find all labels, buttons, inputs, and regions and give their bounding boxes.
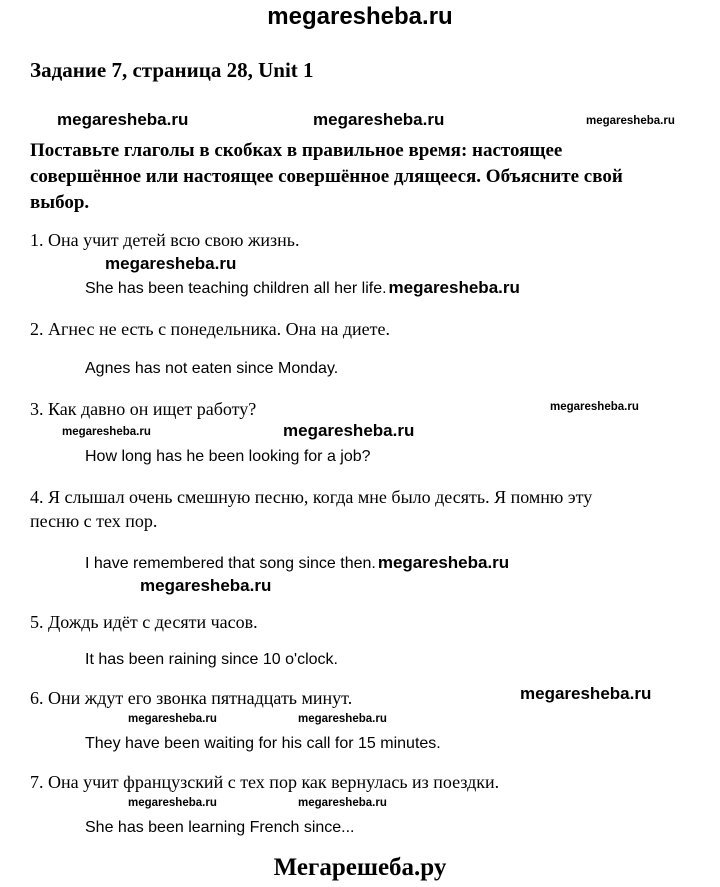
site-watermark: megaresheba.ru — [520, 684, 652, 703]
sentence-ru: 1. Она учит детей всю свою жизнь. — [30, 230, 300, 250]
site-watermark: megaresheba.ru — [313, 110, 445, 129]
sentence-ru: песню с тех пор. — [30, 511, 158, 531]
watermark-row — [30, 710, 690, 732]
answer-en: Agnes has not eaten since Monday. — [85, 360, 339, 377]
site-watermark: megaresheba.ru — [586, 115, 675, 127]
watermark-row — [30, 794, 690, 816]
site-watermark: megaresheba.ru — [140, 576, 272, 595]
site-name-footer: Мегарешеба.ру — [273, 854, 447, 881]
answer-en-text: She has been teaching children all her life. — [85, 280, 387, 297]
watermark-row — [30, 421, 690, 445]
answer-en: They have been waiting for his call for 15 minutes. — [85, 735, 441, 752]
task-instruction-line: совершённое или настоящее совершённое длящееся. Объясните свой — [30, 166, 623, 187]
exercise-item-3 — [30, 397, 690, 469]
task-instruction — [30, 138, 690, 216]
exercise-item-4 — [30, 485, 690, 600]
page-title: Задание 7, страница 28, Unit 1 — [30, 58, 314, 82]
answer-en — [85, 276, 690, 301]
site-watermark-header: megaresheba.ru — [267, 3, 453, 30]
site-watermark: megaresheba.ru — [298, 797, 387, 809]
task-instruction-line: выбор. — [30, 192, 90, 213]
exercise-item-7 — [30, 770, 690, 840]
sentence-ru — [30, 686, 690, 710]
exercise-item-5 — [30, 610, 690, 672]
exercise-item-2 — [30, 317, 690, 381]
answer-en: She has been learning French since... — [85, 819, 355, 836]
watermark-row — [30, 110, 690, 134]
site-watermark: megaresheba.ru — [377, 553, 510, 572]
sentence-ru: 2. Агнес не есть с понедельника. Она на диете. — [30, 319, 391, 339]
site-watermark: megaresheba.ru — [298, 713, 387, 725]
watermark-row — [30, 576, 690, 600]
exercise-item-1 — [30, 228, 690, 301]
task-instruction-line: Поставьте глаголы в скобках в правильное время: настоящее — [30, 140, 563, 161]
sentence-ru: 5. Дождь идёт с десяти часов. — [30, 612, 258, 632]
site-watermark: megaresheba.ru — [388, 278, 520, 297]
answer-en-text: I have remembered that song since then. — [85, 555, 376, 572]
site-watermark: megaresheba.ru — [57, 110, 189, 129]
answer-en: How long has he been looking for a job? — [85, 448, 371, 465]
site-watermark: megaresheba.ru — [128, 713, 217, 725]
sentence-ru-text: 6. Они ждут его звонка пятнадцать минут. — [30, 688, 353, 708]
sentence-ru: 7. Она учит французский с тех пор как вернулась из поездки. — [30, 772, 500, 792]
watermark-row — [105, 252, 690, 276]
site-watermark: megaresheba.ru — [105, 254, 237, 273]
answer-en — [85, 551, 690, 576]
site-watermark: megaresheba.ru — [283, 421, 415, 440]
exercise-item-6 — [30, 686, 690, 756]
sentence-ru: 4. Я слышал очень смешную песню, когда мне было десять. Я помню эту — [30, 487, 593, 507]
site-watermark: megaresheba.ru — [62, 426, 151, 438]
sentence-ru-text: 3. Как давно он ищет работу? — [30, 399, 257, 419]
site-watermark: megaresheba.ru — [128, 797, 217, 809]
sentence-ru — [30, 397, 690, 421]
site-watermark: megaresheba.ru — [550, 401, 639, 413]
answer-en: It has been raining since 10 o'clock. — [85, 651, 338, 668]
